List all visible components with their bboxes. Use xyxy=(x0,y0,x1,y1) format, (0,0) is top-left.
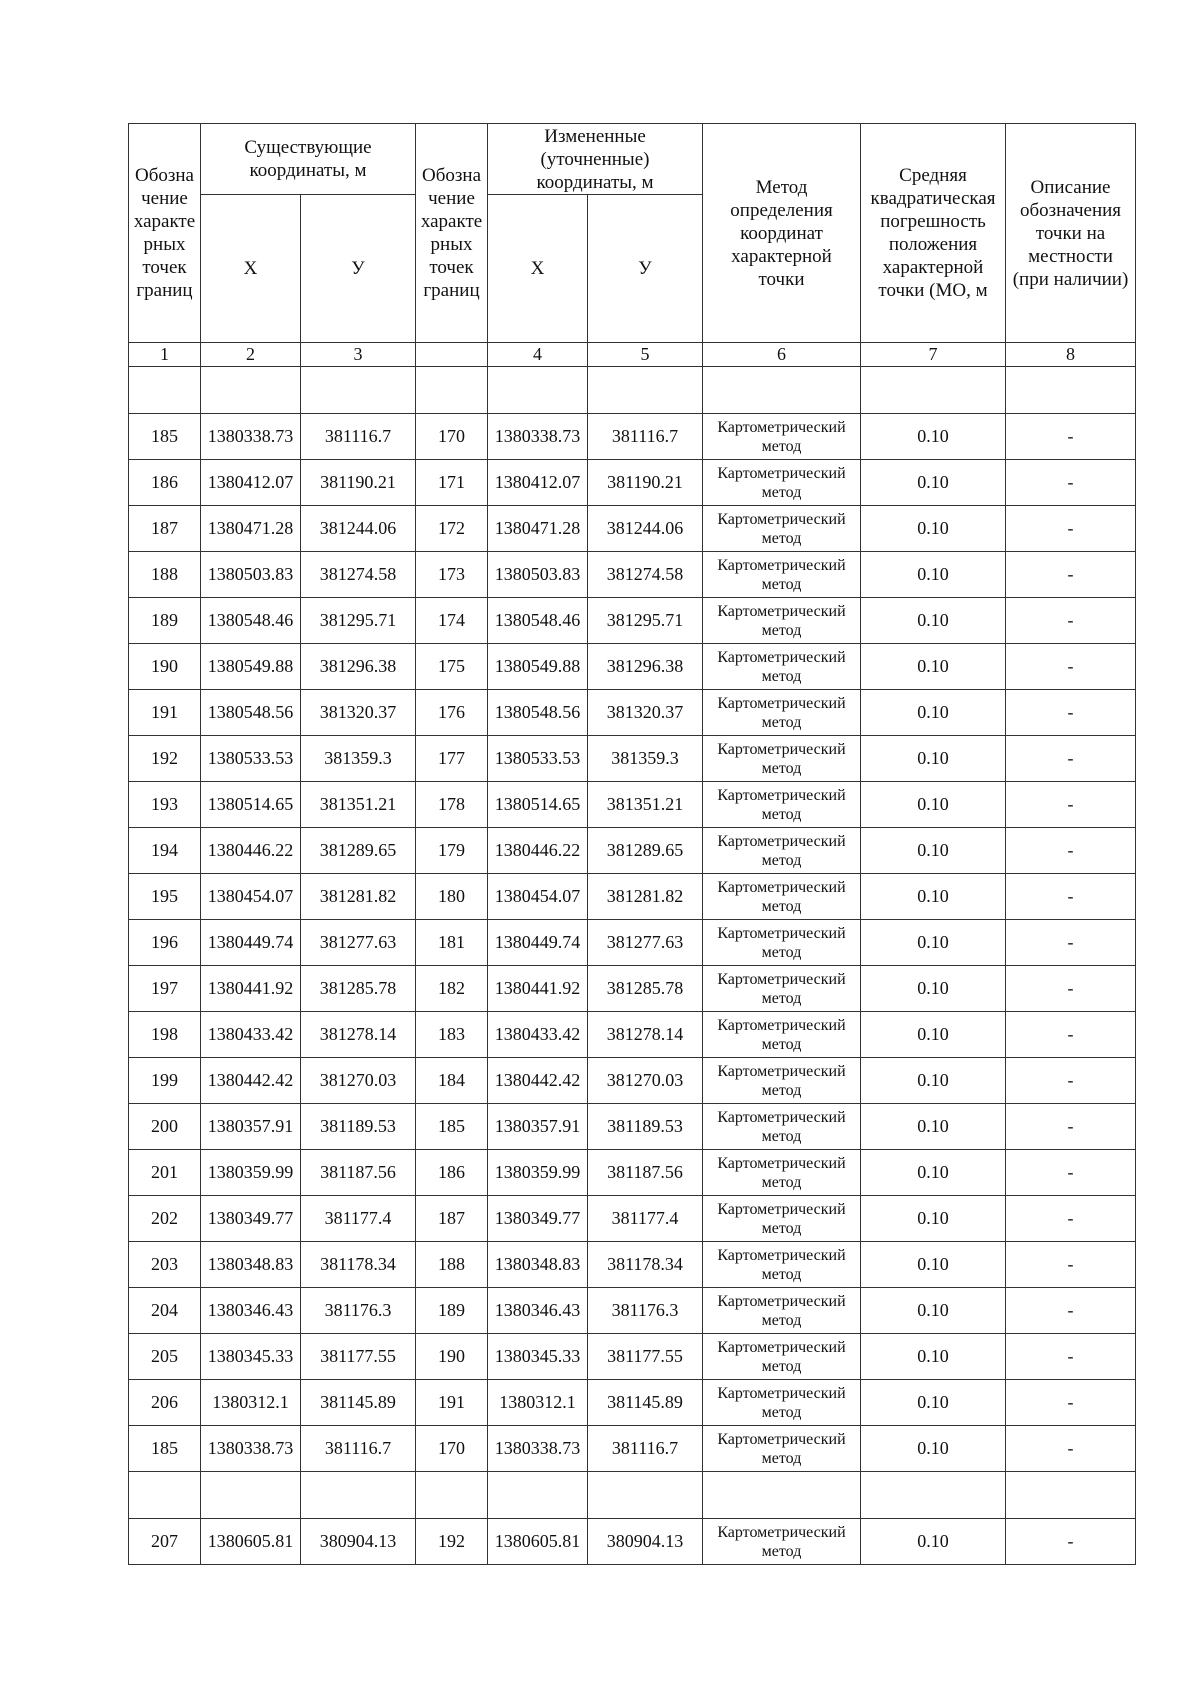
x-existing: 1380433.42 xyxy=(201,1012,301,1058)
y-existing: 381296.38 xyxy=(301,644,416,690)
point-number: 193 xyxy=(129,782,201,828)
point-number: 207 xyxy=(129,1519,201,1565)
error-cell: 0.10 xyxy=(861,1288,1006,1334)
y-changed: 381296.38 xyxy=(588,644,703,690)
x-changed: 1380549.88 xyxy=(488,644,588,690)
empty-cell xyxy=(1006,1472,1136,1519)
column-number: 2 xyxy=(201,343,301,367)
point-number: 196 xyxy=(129,920,201,966)
y-changed: 381289.65 xyxy=(588,828,703,874)
x-existing: 1380348.83 xyxy=(201,1242,301,1288)
new-point-number: 192 xyxy=(416,1519,488,1565)
point-number: 188 xyxy=(129,552,201,598)
header-point-designation: Обозна чение характе рных точек границ xyxy=(129,124,201,343)
x-existing: 1380471.28 xyxy=(201,506,301,552)
x-changed: 1380345.33 xyxy=(488,1334,588,1380)
empty-cell xyxy=(416,367,488,414)
point-number: 195 xyxy=(129,874,201,920)
y-existing: 381359.3 xyxy=(301,736,416,782)
x-existing: 1380312.1 xyxy=(201,1380,301,1426)
error-cell: 0.10 xyxy=(861,1426,1006,1472)
description-cell: - xyxy=(1006,552,1136,598)
x-changed: 1380446.22 xyxy=(488,828,588,874)
description-cell: - xyxy=(1006,1058,1136,1104)
table-row xyxy=(129,828,1136,874)
y-changed: 381189.53 xyxy=(588,1104,703,1150)
description-cell: - xyxy=(1006,828,1136,874)
empty-cell xyxy=(301,1472,416,1519)
y-changed: 381177.55 xyxy=(588,1334,703,1380)
point-number: 204 xyxy=(129,1288,201,1334)
table-header xyxy=(129,124,1136,367)
x-changed: 1380533.53 xyxy=(488,736,588,782)
header-changed-coordinates: Измененные (уточненные) координаты, м xyxy=(488,124,703,195)
table-row xyxy=(129,1334,1136,1380)
table-row xyxy=(129,1150,1136,1196)
method-cell: Картометрический метод xyxy=(703,690,861,736)
method-cell: Картометрический метод xyxy=(703,782,861,828)
new-point-number: 170 xyxy=(416,414,488,460)
error-cell: 0.10 xyxy=(861,460,1006,506)
description-cell: - xyxy=(1006,920,1136,966)
description-cell: - xyxy=(1006,1242,1136,1288)
point-number: 202 xyxy=(129,1196,201,1242)
x-changed: 1380471.28 xyxy=(488,506,588,552)
empty-cell xyxy=(129,1472,201,1519)
point-number: 206 xyxy=(129,1380,201,1426)
x-existing: 1380357.91 xyxy=(201,1104,301,1150)
y-changed: 381320.37 xyxy=(588,690,703,736)
new-point-number: 177 xyxy=(416,736,488,782)
y-changed: 381116.7 xyxy=(588,414,703,460)
table-row xyxy=(129,1012,1136,1058)
description-cell: - xyxy=(1006,874,1136,920)
error-cell: 0.10 xyxy=(861,966,1006,1012)
x-existing: 1380449.74 xyxy=(201,920,301,966)
empty-cell xyxy=(861,1472,1006,1519)
empty-cell xyxy=(488,1472,588,1519)
method-cell: Картометрический метод xyxy=(703,1288,861,1334)
column-number: 8 xyxy=(1006,343,1136,367)
y-existing: 381116.7 xyxy=(301,414,416,460)
method-cell: Картометрический метод xyxy=(703,414,861,460)
point-number: 185 xyxy=(129,1426,201,1472)
column-number: 6 xyxy=(703,343,861,367)
new-point-number: 174 xyxy=(416,598,488,644)
description-cell: - xyxy=(1006,644,1136,690)
table-row xyxy=(129,1426,1136,1472)
new-point-number: 188 xyxy=(416,1242,488,1288)
new-point-number: 191 xyxy=(416,1380,488,1426)
y-changed: 381351.21 xyxy=(588,782,703,828)
x-existing: 1380549.88 xyxy=(201,644,301,690)
error-cell: 0.10 xyxy=(861,1242,1006,1288)
new-point-number: 183 xyxy=(416,1012,488,1058)
x-changed: 1380441.92 xyxy=(488,966,588,1012)
description-cell: - xyxy=(1006,1334,1136,1380)
header-method: Метод определения координат характерной точки xyxy=(703,124,861,343)
point-number: 203 xyxy=(129,1242,201,1288)
method-cell: Картометрический метод xyxy=(703,1150,861,1196)
description-cell: - xyxy=(1006,1519,1136,1565)
table-row xyxy=(129,598,1136,644)
point-number: 200 xyxy=(129,1104,201,1150)
y-changed: 381244.06 xyxy=(588,506,703,552)
y-existing: 381270.03 xyxy=(301,1058,416,1104)
y-existing: 381177.55 xyxy=(301,1334,416,1380)
y-changed: 381176.3 xyxy=(588,1288,703,1334)
x-changed: 1380449.74 xyxy=(488,920,588,966)
x-changed: 1380548.46 xyxy=(488,598,588,644)
y-existing: 381274.58 xyxy=(301,552,416,598)
x-changed: 1380514.65 xyxy=(488,782,588,828)
method-cell: Картометрический метод xyxy=(703,1334,861,1380)
method-cell: Картометрический метод xyxy=(703,920,861,966)
empty-cell xyxy=(861,367,1006,414)
description-cell: - xyxy=(1006,1380,1136,1426)
error-cell: 0.10 xyxy=(861,874,1006,920)
y-changed: 381187.56 xyxy=(588,1150,703,1196)
y-existing: 381190.21 xyxy=(301,460,416,506)
x-existing: 1380349.77 xyxy=(201,1196,301,1242)
y-existing: 381178.34 xyxy=(301,1242,416,1288)
method-cell: Картометрический метод xyxy=(703,1426,861,1472)
x-existing: 1380359.99 xyxy=(201,1150,301,1196)
y-existing: 381351.21 xyxy=(301,782,416,828)
new-point-number: 176 xyxy=(416,690,488,736)
method-cell: Картометрический метод xyxy=(703,598,861,644)
blank-row xyxy=(129,1472,1136,1519)
point-number: 185 xyxy=(129,414,201,460)
table-row xyxy=(129,1104,1136,1150)
x-changed: 1380412.07 xyxy=(488,460,588,506)
y-changed: 381270.03 xyxy=(588,1058,703,1104)
method-cell: Картометрический метод xyxy=(703,506,861,552)
method-cell: Картометрический метод xyxy=(703,1058,861,1104)
y-changed: 381285.78 xyxy=(588,966,703,1012)
empty-cell xyxy=(201,1472,301,1519)
new-point-number: 184 xyxy=(416,1058,488,1104)
method-cell: Картометрический метод xyxy=(703,1104,861,1150)
method-cell: Картометрический метод xyxy=(703,644,861,690)
error-cell: 0.10 xyxy=(861,1058,1006,1104)
header-new-point-designation: Обозна чение характе рных точек границ xyxy=(416,124,488,343)
new-point-number: 170 xyxy=(416,1426,488,1472)
point-number: 205 xyxy=(129,1334,201,1380)
empty-cell xyxy=(703,1472,861,1519)
y-existing: 381187.56 xyxy=(301,1150,416,1196)
description-cell: - xyxy=(1006,690,1136,736)
table-row xyxy=(129,690,1136,736)
x-existing: 1380338.73 xyxy=(201,1426,301,1472)
table-row xyxy=(129,1242,1136,1288)
x-existing: 1380548.56 xyxy=(201,690,301,736)
x-existing: 1380441.92 xyxy=(201,966,301,1012)
error-cell: 0.10 xyxy=(861,1334,1006,1380)
table-row xyxy=(129,1058,1136,1104)
empty-cell xyxy=(1006,367,1136,414)
method-cell: Картометрический метод xyxy=(703,460,861,506)
y-existing: 381277.63 xyxy=(301,920,416,966)
error-cell: 0.10 xyxy=(861,1519,1006,1565)
point-number: 189 xyxy=(129,598,201,644)
table-row xyxy=(129,966,1136,1012)
empty-cell xyxy=(416,1472,488,1519)
y-existing: 381176.3 xyxy=(301,1288,416,1334)
new-point-number: 178 xyxy=(416,782,488,828)
point-number: 198 xyxy=(129,1012,201,1058)
error-cell: 0.10 xyxy=(861,920,1006,966)
table-row xyxy=(129,1196,1136,1242)
header-x-changed: Х xyxy=(488,195,588,343)
y-existing: 381116.7 xyxy=(301,1426,416,1472)
description-cell: - xyxy=(1006,414,1136,460)
empty-cell xyxy=(488,367,588,414)
point-number: 190 xyxy=(129,644,201,690)
y-existing: 381177.4 xyxy=(301,1196,416,1242)
y-existing: 380904.13 xyxy=(301,1519,416,1565)
error-cell: 0.10 xyxy=(861,552,1006,598)
description-cell: - xyxy=(1006,966,1136,1012)
empty-cell xyxy=(301,367,416,414)
y-changed: 381277.63 xyxy=(588,920,703,966)
table-row xyxy=(129,736,1136,782)
error-cell: 0.10 xyxy=(861,1012,1006,1058)
header-y-changed: У xyxy=(588,195,703,343)
y-changed: 381359.3 xyxy=(588,736,703,782)
new-point-number: 185 xyxy=(416,1104,488,1150)
x-changed: 1380338.73 xyxy=(488,414,588,460)
error-cell: 0.10 xyxy=(861,1150,1006,1196)
x-changed: 1380349.77 xyxy=(488,1196,588,1242)
description-cell: - xyxy=(1006,460,1136,506)
error-cell: 0.10 xyxy=(861,506,1006,552)
new-point-number: 179 xyxy=(416,828,488,874)
y-changed: 381281.82 xyxy=(588,874,703,920)
y-existing: 381285.78 xyxy=(301,966,416,1012)
table-row xyxy=(129,552,1136,598)
x-changed: 1380359.99 xyxy=(488,1150,588,1196)
x-existing: 1380338.73 xyxy=(201,414,301,460)
error-cell: 0.10 xyxy=(861,414,1006,460)
y-changed: 381178.34 xyxy=(588,1242,703,1288)
new-point-number: 182 xyxy=(416,966,488,1012)
x-existing: 1380345.33 xyxy=(201,1334,301,1380)
column-number: 3 xyxy=(301,343,416,367)
table-row xyxy=(129,1288,1136,1334)
x-existing: 1380503.83 xyxy=(201,552,301,598)
x-existing: 1380346.43 xyxy=(201,1288,301,1334)
header-x-existing: Х xyxy=(201,195,301,343)
x-existing: 1380548.46 xyxy=(201,598,301,644)
error-cell: 0.10 xyxy=(861,644,1006,690)
description-cell: - xyxy=(1006,782,1136,828)
table-row xyxy=(129,414,1136,460)
table-body xyxy=(129,367,1136,1565)
new-point-number: 186 xyxy=(416,1150,488,1196)
new-point-number: 173 xyxy=(416,552,488,598)
x-changed: 1380357.91 xyxy=(488,1104,588,1150)
x-changed: 1380338.73 xyxy=(488,1426,588,1472)
header-error: Средняя квадратическая погрешность положения характерной точки (МО, м xyxy=(861,124,1006,343)
y-changed: 381145.89 xyxy=(588,1380,703,1426)
x-changed: 1380433.42 xyxy=(488,1012,588,1058)
x-changed: 1380442.42 xyxy=(488,1058,588,1104)
y-changed: 380904.13 xyxy=(588,1519,703,1565)
description-cell: - xyxy=(1006,1288,1136,1334)
x-existing: 1380514.65 xyxy=(201,782,301,828)
table-row xyxy=(129,874,1136,920)
y-existing: 381278.14 xyxy=(301,1012,416,1058)
error-cell: 0.10 xyxy=(861,1196,1006,1242)
column-number: 5 xyxy=(588,343,703,367)
column-number xyxy=(416,343,488,367)
table-row xyxy=(129,920,1136,966)
table-row xyxy=(129,1380,1136,1426)
y-existing: 381320.37 xyxy=(301,690,416,736)
error-cell: 0.10 xyxy=(861,1104,1006,1150)
x-existing: 1380412.07 xyxy=(201,460,301,506)
description-cell: - xyxy=(1006,1012,1136,1058)
new-point-number: 171 xyxy=(416,460,488,506)
table-row xyxy=(129,644,1136,690)
empty-cell xyxy=(588,367,703,414)
error-cell: 0.10 xyxy=(861,736,1006,782)
table-row xyxy=(129,460,1136,506)
method-cell: Картометрический метод xyxy=(703,1012,861,1058)
new-point-number: 190 xyxy=(416,1334,488,1380)
y-existing: 381145.89 xyxy=(301,1380,416,1426)
point-number: 194 xyxy=(129,828,201,874)
method-cell: Картометрический метод xyxy=(703,874,861,920)
error-cell: 0.10 xyxy=(861,782,1006,828)
blank-row xyxy=(129,367,1136,414)
new-point-number: 172 xyxy=(416,506,488,552)
point-number: 192 xyxy=(129,736,201,782)
method-cell: Картометрический метод xyxy=(703,1242,861,1288)
x-changed: 1380348.83 xyxy=(488,1242,588,1288)
point-number: 187 xyxy=(129,506,201,552)
empty-cell xyxy=(588,1472,703,1519)
x-existing: 1380442.42 xyxy=(201,1058,301,1104)
y-changed: 381116.7 xyxy=(588,1426,703,1472)
header-y-existing: У xyxy=(301,195,416,343)
header-description: Описание обозначения точки на местности (при наличии) xyxy=(1006,124,1136,343)
point-number: 199 xyxy=(129,1058,201,1104)
method-cell: Картометрический метод xyxy=(703,966,861,1012)
x-changed: 1380605.81 xyxy=(488,1519,588,1565)
description-cell: - xyxy=(1006,506,1136,552)
column-number: 7 xyxy=(861,343,1006,367)
x-existing: 1380446.22 xyxy=(201,828,301,874)
method-cell: Картометрический метод xyxy=(703,552,861,598)
error-cell: 0.10 xyxy=(861,1380,1006,1426)
new-point-number: 187 xyxy=(416,1196,488,1242)
x-changed: 1380312.1 xyxy=(488,1380,588,1426)
header-existing-coordinates: Существующие координаты, м xyxy=(201,124,416,195)
y-existing: 381281.82 xyxy=(301,874,416,920)
description-cell: - xyxy=(1006,1426,1136,1472)
y-existing: 381289.65 xyxy=(301,828,416,874)
empty-cell xyxy=(129,367,201,414)
new-point-number: 180 xyxy=(416,874,488,920)
point-number: 201 xyxy=(129,1150,201,1196)
x-changed: 1380548.56 xyxy=(488,690,588,736)
y-changed: 381190.21 xyxy=(588,460,703,506)
description-cell: - xyxy=(1006,598,1136,644)
y-existing: 381295.71 xyxy=(301,598,416,644)
y-changed: 381177.4 xyxy=(588,1196,703,1242)
new-point-number: 181 xyxy=(416,920,488,966)
table-row xyxy=(129,782,1136,828)
y-changed: 381274.58 xyxy=(588,552,703,598)
point-number: 197 xyxy=(129,966,201,1012)
column-number: 1 xyxy=(129,343,201,367)
new-point-number: 189 xyxy=(416,1288,488,1334)
x-existing: 1380605.81 xyxy=(201,1519,301,1565)
x-changed: 1380346.43 xyxy=(488,1288,588,1334)
description-cell: - xyxy=(1006,1150,1136,1196)
y-existing: 381244.06 xyxy=(301,506,416,552)
coordinates-table xyxy=(128,123,1136,1565)
empty-cell xyxy=(201,367,301,414)
method-cell: Картометрический метод xyxy=(703,1519,861,1565)
method-cell: Картометрический метод xyxy=(703,828,861,874)
error-cell: 0.10 xyxy=(861,690,1006,736)
empty-cell xyxy=(703,367,861,414)
new-point-number: 175 xyxy=(416,644,488,690)
error-cell: 0.10 xyxy=(861,828,1006,874)
point-number: 191 xyxy=(129,690,201,736)
y-existing: 381189.53 xyxy=(301,1104,416,1150)
x-existing: 1380533.53 xyxy=(201,736,301,782)
method-cell: Картометрический метод xyxy=(703,1380,861,1426)
x-existing: 1380454.07 xyxy=(201,874,301,920)
table-row xyxy=(129,1519,1136,1565)
point-number: 186 xyxy=(129,460,201,506)
y-changed: 381295.71 xyxy=(588,598,703,644)
description-cell: - xyxy=(1006,1104,1136,1150)
description-cell: - xyxy=(1006,736,1136,782)
column-number: 4 xyxy=(488,343,588,367)
column-number-row xyxy=(129,343,1136,367)
x-changed: 1380454.07 xyxy=(488,874,588,920)
y-changed: 381278.14 xyxy=(588,1012,703,1058)
error-cell: 0.10 xyxy=(861,598,1006,644)
x-changed: 1380503.83 xyxy=(488,552,588,598)
table-row xyxy=(129,506,1136,552)
description-cell: - xyxy=(1006,1196,1136,1242)
method-cell: Картометрический метод xyxy=(703,1196,861,1242)
method-cell: Картометрический метод xyxy=(703,736,861,782)
